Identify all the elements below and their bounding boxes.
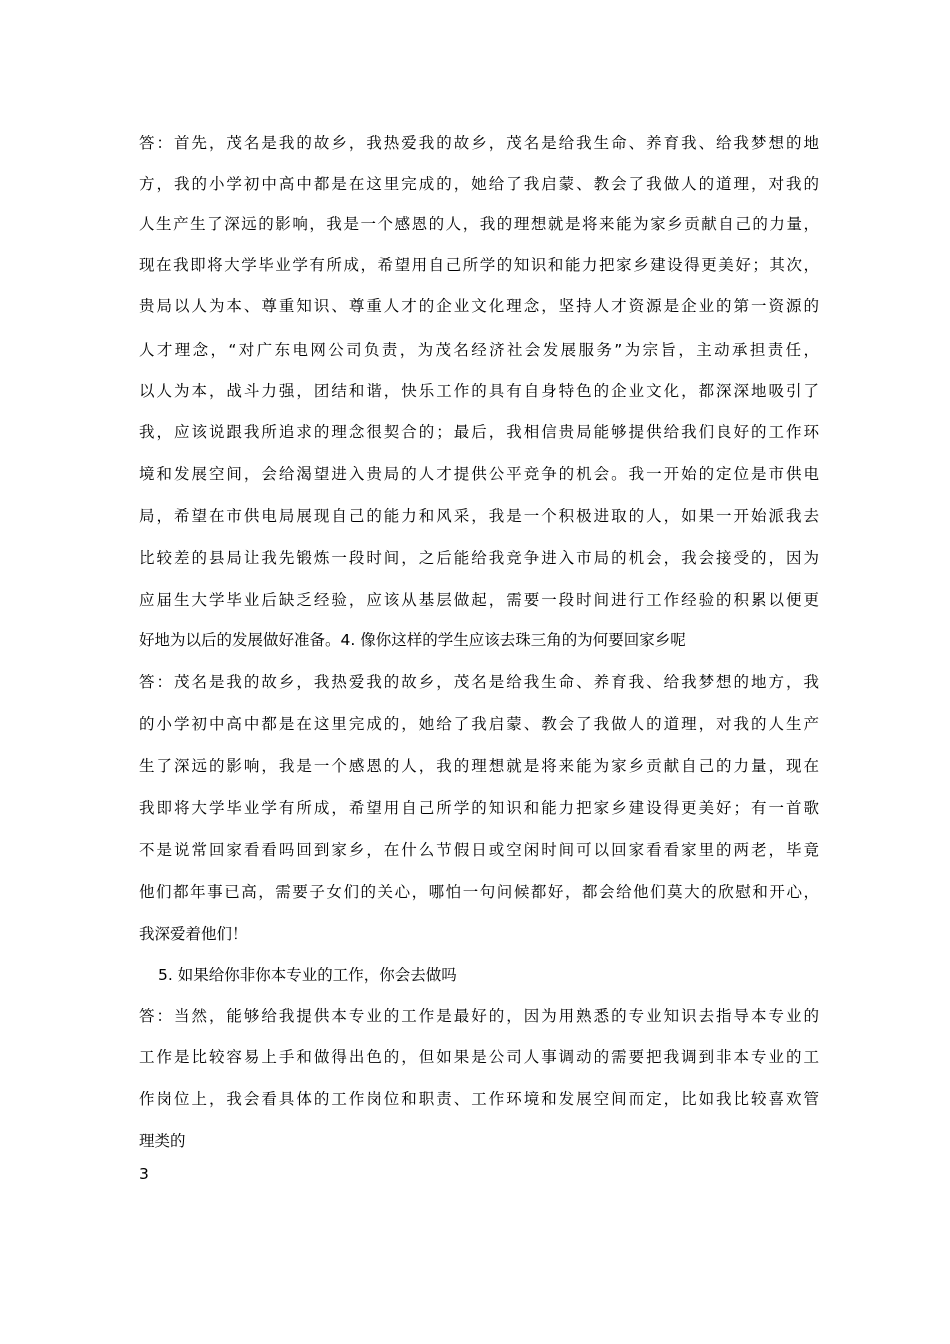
text-line: 人才理念，“对广东电网公司负责，为茂名经济社会发展服务”为宗旨，主动承担责任， — [139, 341, 819, 359]
text-line: 理类的 — [139, 1132, 186, 1150]
text-line: 我，应该说跟我所追求的理念很契合的；最后，我相信贵局能够提供给我们良好的工作环 — [139, 423, 819, 441]
text-line: 生了深远的影响，我是一个感恩的人，我的理想就是将来能为家乡贡献自己的力量，现在 — [139, 757, 819, 775]
text-line: 他们都年事已高，需要子女们的关心，哪怕一句问候都好，都会给他们莫大的欣慰和开心， — [139, 883, 819, 901]
text-line: 答：茂名是我的故乡，我热爱我的故乡，茂名是给我生命、养育我、给我梦想的地方，我 — [139, 673, 819, 691]
question-heading: 5. 如果给你非你本专业的工作，你会去做吗 — [158, 966, 457, 984]
text-line: 现在我即将大学毕业学有所成，希望用自己所学的知识和能力把家乡建设得更美好；其次， — [139, 256, 819, 274]
text-line: 我即将大学毕业学有所成，希望用自己所学的知识和能力把家乡建设得更美好；有一首歌 — [139, 799, 819, 817]
text-line: 不是说常回家看看吗回到家乡，在什么节假日或空闲时间可以回家看看家里的两老，毕竟 — [139, 841, 819, 859]
text-line: 方，我的小学初中高中都是在这里完成的，她给了我启蒙、教会了我做人的道理，对我的 — [139, 175, 819, 193]
text-line: 我深爱着他们！ — [139, 925, 248, 943]
text-line: 人生产生了深远的影响，我是一个感恩的人，我的理想就是将来能为家乡贡献自己的力量， — [139, 215, 819, 233]
text-line: 答：首先，茂名是我的故乡，我热爱我的故乡，茂名是给我生命、养育我、给我梦想的地 — [139, 134, 819, 152]
text-line: 境和发展空间，会给渴望进入贵局的人才提供公平竞争的机会。我一开始的定位是市供电 — [139, 465, 819, 483]
text-line: 作岗位上，我会看具体的工作岗位和职责、工作环境和发展空间而定，比如我比较喜欢管 — [139, 1090, 819, 1108]
text-line: 应届生大学毕业后缺乏经验，应该从基层做起，需要一段时间进行工作经验的积累以便更 — [139, 591, 819, 609]
text-line: 局，希望在市供电局展现自己的能力和风采，我是一个积极进取的人，如果一开始派我去 — [139, 507, 819, 525]
text-line: 好地为以后的发展做好准备。4. 像你这样的学生应该去珠三角的为何要回家乡呢 — [139, 631, 686, 649]
page-number: 3 — [139, 1165, 149, 1183]
text-line: 以人为本，战斗力强，团结和谐，快乐工作的具有自身特色的企业文化，都深深地吸引了 — [139, 382, 819, 400]
text-line: 工作是比较容易上手和做得出色的，但如果是公司人事调动的需要把我调到非本专业的工 — [139, 1048, 819, 1066]
text-line: 比较差的县局让我先锻炼一段时间，之后能给我竞争进入市局的机会，我会接受的，因为 — [139, 549, 819, 567]
text-line: 的小学初中高中都是在这里完成的，她给了我启蒙、教会了我做人的道理，对我的人生产 — [139, 715, 819, 733]
text-line: 答：当然，能够给我提供本专业的工作是最好的，因为用熟悉的专业知识去指导本专业的 — [139, 1007, 819, 1025]
text-line: 贵局以人为本、尊重知识、尊重人才的企业文化理念，坚持人才资源是企业的第一资源的 — [139, 297, 819, 315]
